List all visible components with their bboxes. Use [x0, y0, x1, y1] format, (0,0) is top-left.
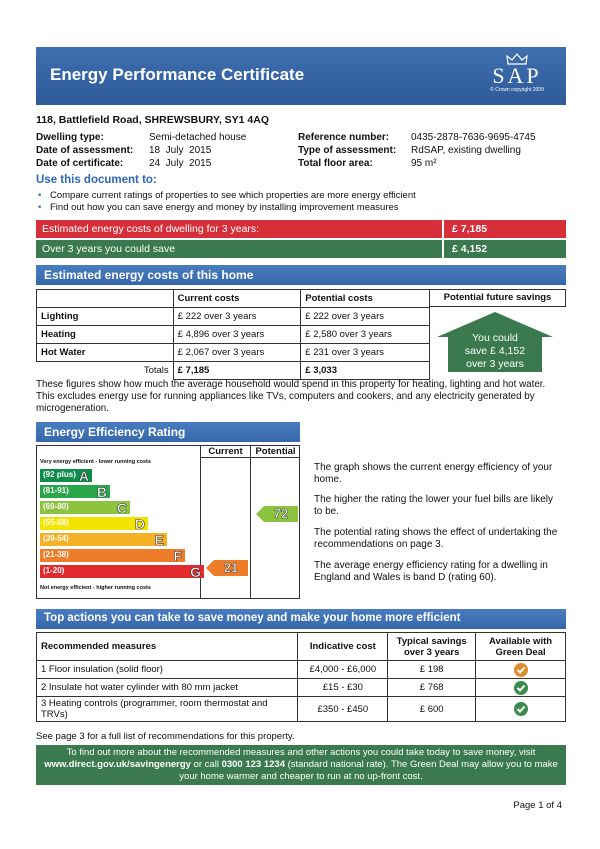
property-address: 118, Battlefield Road, SHREWSBURY, SY1 4AQ	[36, 114, 270, 126]
sap-copyright: © Crown copyright 2009	[490, 87, 544, 93]
empty-header	[37, 290, 174, 308]
current-rating-value: 21	[223, 560, 239, 575]
assessment-date-value: 18 July 2015	[149, 145, 212, 156]
see-page-note: See page 3 for a full list of recommendations for this property.	[36, 731, 295, 742]
certificate-date-value: 24 July 2015	[149, 158, 212, 169]
green-deal-header: Available with Green Deal	[476, 633, 566, 661]
table-row	[37, 344, 430, 362]
totals-current: £ 7,185	[173, 362, 301, 380]
totals-potential: £ 3,033	[301, 362, 430, 380]
potential-costs-header: Potential costs	[301, 290, 430, 308]
dwelling-type-label: Dwelling type:	[36, 132, 104, 143]
footer-text: or call	[190, 759, 222, 770]
costs-explanation: These figures show how much the average household would spend in this property for heating, lighting and hot water. This excludes energy use for running appliances like TVs, computers and cookers, and any electricity generated by microgeneration.	[36, 379, 546, 414]
eer-text-2: The higher the rating the lower your fuel bills are likely to be.	[314, 494, 554, 517]
green-deal-cell	[476, 661, 566, 679]
table-row	[37, 661, 566, 679]
sap-logo	[482, 53, 552, 99]
current-rating-arrow	[206, 560, 248, 576]
current-cost: £ 2,067 over 3 years	[173, 344, 301, 362]
eer-header-line	[200, 457, 300, 458]
footer-link[interactable]: www.direct.gov.uk/savingenergy	[44, 759, 191, 770]
page-title: Energy Performance Certificate	[50, 65, 305, 84]
potential-cost: £ 231 over 3 years	[301, 344, 430, 362]
assessment-type-value: RdSAP, existing dwelling	[411, 145, 521, 156]
row-label: Lighting	[37, 308, 174, 326]
eer-text-3: The potential rating shows the effect of undertaking the recommendations on page 3.	[314, 527, 558, 550]
actions-section-title: Top actions you can take to save money and make your home more efficient	[44, 612, 461, 624]
current-cost: £ 222 over 3 years	[173, 308, 301, 326]
future-savings-header: Potential future savings	[430, 289, 566, 307]
actions-table	[36, 632, 566, 722]
page-number: Page 1 of 4	[513, 800, 562, 811]
indicative-cost: £15 - £30	[298, 679, 388, 697]
costs-table	[36, 289, 430, 380]
band-b: (81-91) B	[40, 485, 110, 498]
reference-value: 0435-2878-7636-9695-4745	[411, 132, 536, 143]
current-cost: £ 4,896 over 3 years	[173, 326, 301, 344]
list-item: • Compare current ratings of properties to see which properties are more energy efficient	[38, 190, 558, 202]
actions-section-header	[36, 609, 566, 629]
row-label: Heating	[37, 326, 174, 344]
header-banner	[36, 47, 566, 105]
eer-top-caption: Very energy efficient - lower running costs	[40, 459, 151, 465]
potential-savings-bar	[36, 240, 566, 258]
measure: 3 Heating controls (programmer, room thermostat and TRVs)	[37, 697, 298, 722]
eer-section-header	[36, 422, 300, 442]
footer-text: (standard national rate). The Green Deal may allow you to make your home warmer and cheaper to run at no up-front cost.	[179, 759, 558, 782]
table-header-row	[37, 290, 430, 308]
band-c: (69-80) C	[40, 501, 130, 514]
table-row	[37, 697, 566, 722]
use-document-title: Use this document to:	[36, 174, 157, 186]
eer-potential-header: Potential	[255, 446, 296, 457]
reference-label: Reference number:	[298, 132, 390, 143]
band-g: (1-20) G	[40, 565, 204, 578]
list-item: • Find out how you can save energy and money by installing improvement measures	[38, 202, 558, 214]
typical-savings: £ 198	[388, 661, 476, 679]
potential-cost: £ 222 over 3 years	[301, 308, 430, 326]
potential-savings-label: Over 3 years you could save	[36, 240, 442, 258]
future-savings-text: You could save £ 4,152 over 3 years	[464, 332, 526, 370]
footer-phone: 0300 123 1234	[221, 759, 285, 770]
potential-cost: £ 2,580 over 3 years	[301, 326, 430, 344]
typical-savings: £ 768	[388, 679, 476, 697]
table-row	[37, 326, 430, 344]
measure: 1 Floor insulation (solid floor)	[37, 661, 298, 679]
savings-header: Typical savings over 3 years	[388, 633, 476, 661]
floor-area-label: Total floor area:	[298, 158, 373, 169]
estimated-costs-label: Estimated energy costs of dwelling for 3 years:	[36, 220, 442, 238]
band-d: (55-68) D	[40, 517, 148, 530]
cost-header: Indicative cost	[298, 633, 388, 661]
use-document-list	[38, 190, 558, 214]
typical-savings: £ 600	[388, 697, 476, 722]
indicative-cost: £4,000 - £6,000	[298, 661, 388, 679]
footer-text: To find out more about the recommended measures and other actions you could take today to save money, visit	[66, 747, 536, 758]
assessment-date-label: Date of assessment:	[36, 145, 134, 156]
green-deal-cell	[476, 679, 566, 697]
sap-logo-text: SAP	[492, 63, 542, 88]
measures-header: Recommended measures	[37, 633, 298, 661]
costs-section-header	[36, 265, 566, 285]
dwelling-type-value: Semi-detached house	[149, 132, 247, 143]
band-e: (39-54) E	[40, 533, 167, 546]
eer-text-4: The average energy efficiency rating for a dwelling in England and Wales is band D (rating 60).	[314, 560, 548, 583]
assessment-type-label: Type of assessment:	[298, 145, 397, 156]
check-icon	[514, 681, 528, 695]
green-deal-info-box	[36, 745, 566, 785]
table-header-row	[37, 633, 566, 661]
totals-label: Totals	[143, 365, 169, 377]
eer-text-1: The graph shows the current energy efficiency of your home.	[314, 462, 553, 485]
potential-savings-value: £ 4,152	[444, 240, 566, 258]
floor-area-value: 95 m²	[411, 158, 437, 169]
check-icon	[514, 663, 528, 677]
potential-rating-arrow	[256, 506, 298, 522]
band-f: (21-38) F	[40, 549, 185, 562]
green-deal-cell	[476, 697, 566, 722]
certificate-date-label: Date of certificate:	[36, 158, 124, 169]
row-label: Hot Water	[37, 344, 174, 362]
measure: 2 Insulate hot water cylinder with 80 mm jacket	[37, 679, 298, 697]
eer-divider	[250, 445, 251, 599]
estimated-costs-bar	[36, 220, 566, 238]
band-a: (92 plus) A	[40, 469, 92, 482]
estimated-costs-value: £ 7,185	[444, 220, 566, 238]
table-row	[37, 308, 430, 326]
totals-row	[37, 362, 430, 380]
table-row	[37, 679, 566, 697]
potential-rating-value: 72	[273, 506, 289, 521]
costs-section-title: Estimated energy costs of this home	[44, 268, 254, 282]
indicative-cost: £350 - £450	[298, 697, 388, 722]
eer-current-header: Current	[208, 446, 243, 457]
eer-bottom-caption: Not energy efficient - higher running costs	[40, 585, 151, 591]
eer-section-title: Energy Efficiency Rating	[44, 425, 186, 439]
check-icon	[514, 702, 528, 716]
current-costs-header: Current costs	[173, 290, 301, 308]
